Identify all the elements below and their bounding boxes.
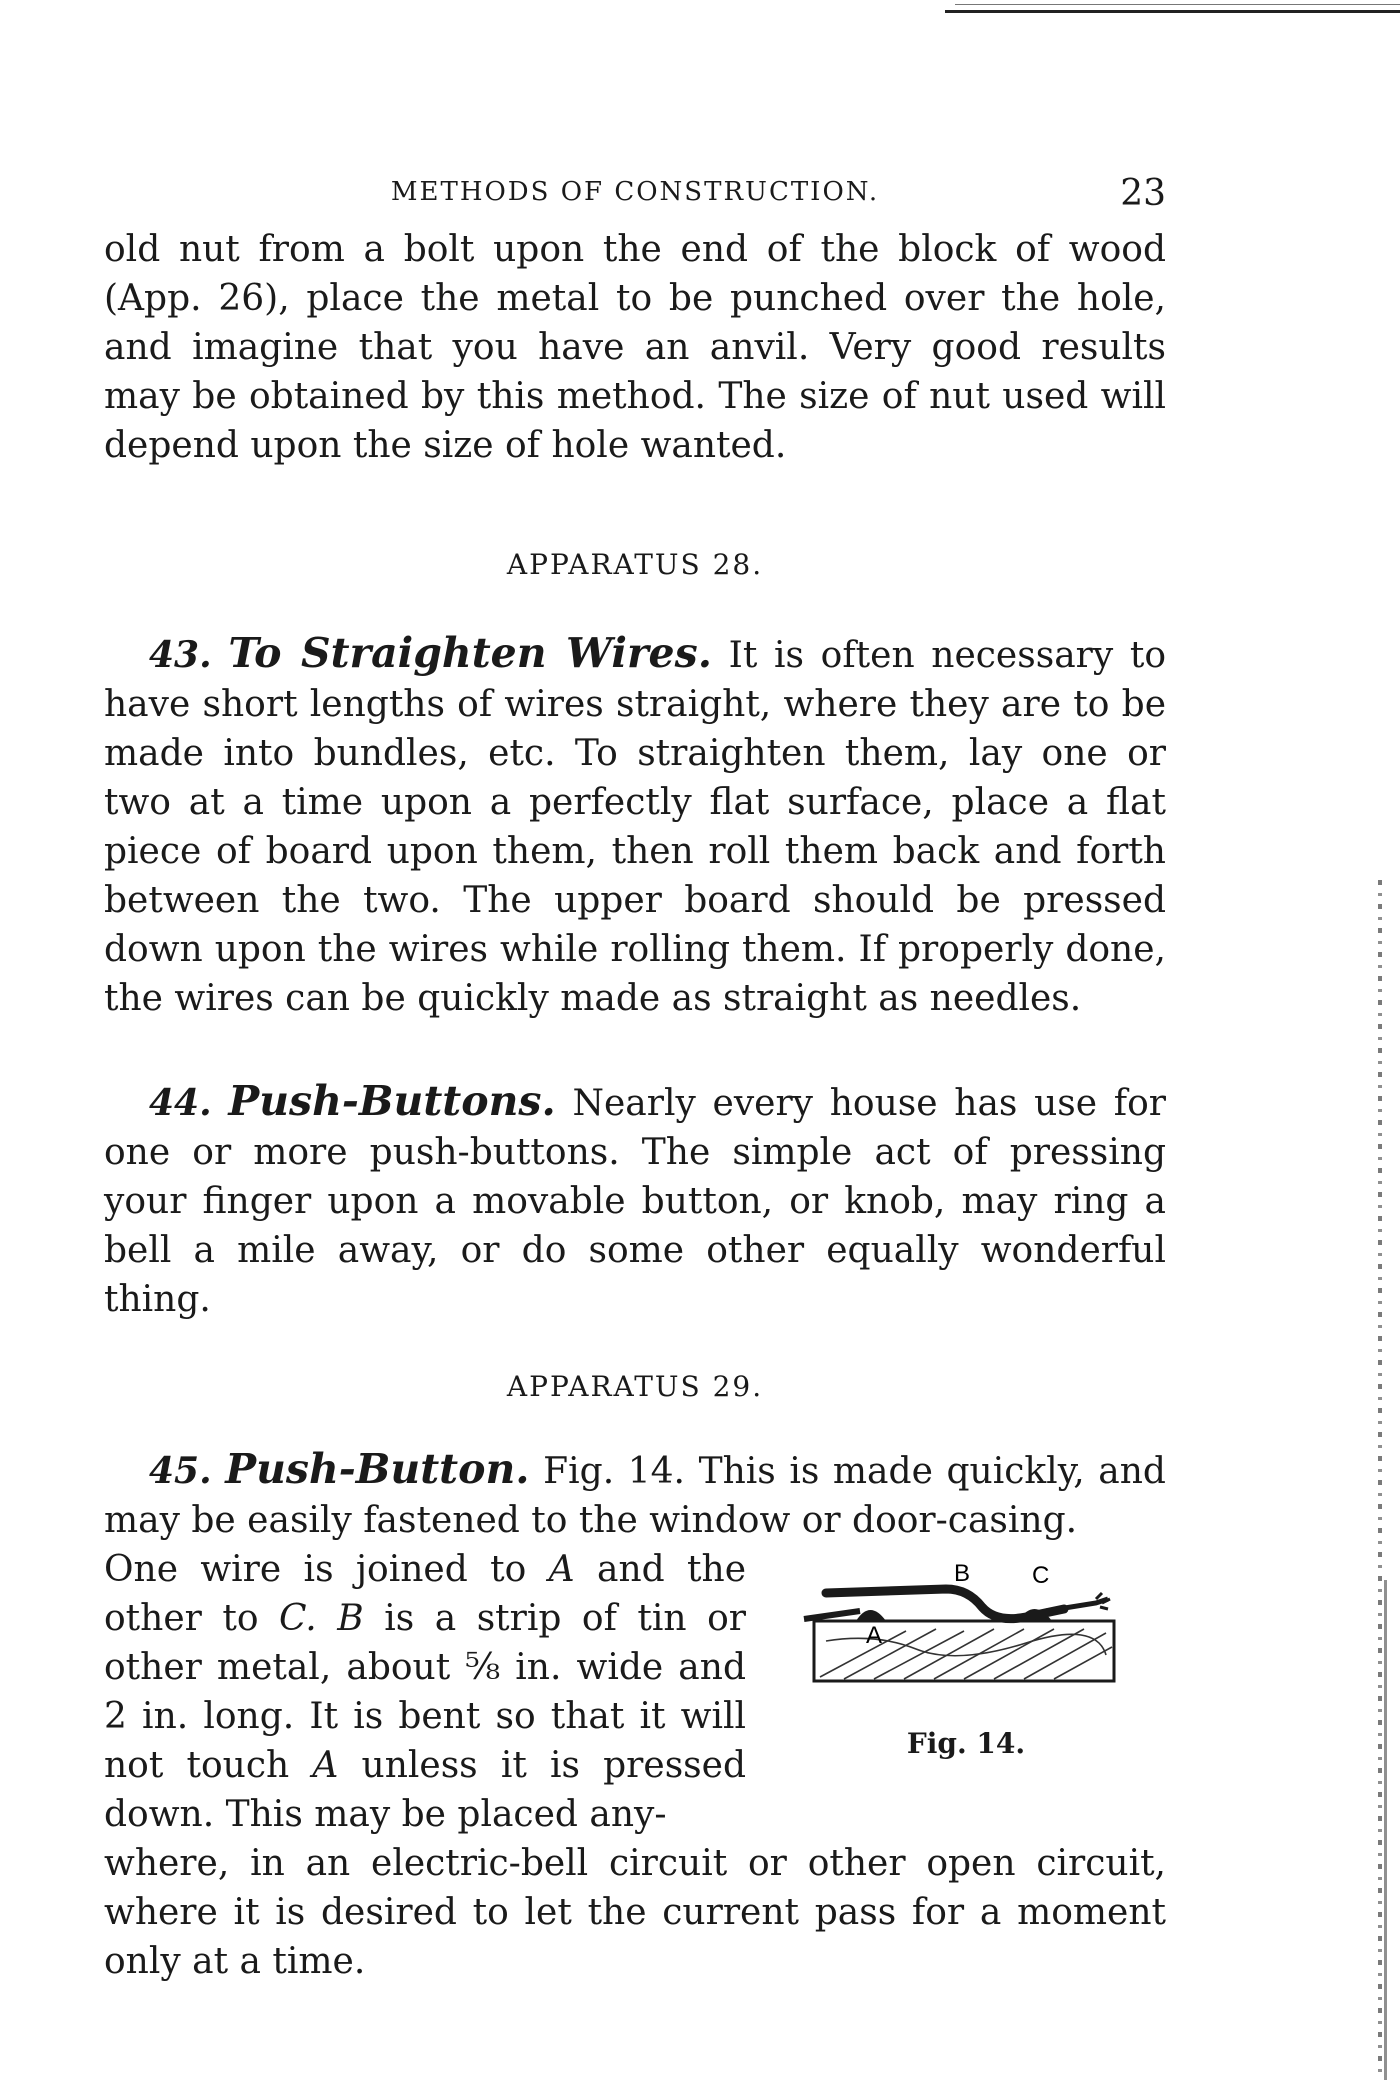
screw-a — [856, 1610, 886, 1621]
section-45-title: Push-Button. — [225, 1445, 530, 1493]
wood-block — [814, 1621, 1114, 1681]
section-45-intro-text: Fig. 14. This is made quickly, and may be easily fastened to the window or door-casing. — [104, 1451, 1166, 1541]
wire-to-a — [804, 1611, 860, 1619]
section-45-intro — [104, 1445, 1166, 1545]
section-45-continuation: where, in an electric-bell circuit or other open circuit, where it is desired to let the current pass for a moment only at a time. — [104, 1843, 1166, 1982]
intro-paragraph: old nut from a bolt upon the end of the block of wood (App. 26), place the metal to be punched over the hole, and imagine that you have an anvil. Very good results may be obtained by this method. The size of nut used will depend upon the size of hole wanted. — [104, 229, 1166, 466]
section-43-title: To Straighten Wires. — [228, 629, 712, 677]
label-c: C — [1032, 1562, 1050, 1589]
variable-b: B — [337, 1598, 364, 1639]
wrapped-text-4: is a strip of tin or other metal, about ⅝ in. wide and 2 in. long. It is bent so that it will not touch — [104, 1598, 746, 1786]
book-page — [104, 165, 1166, 1986]
variable-a-2: A — [312, 1745, 339, 1786]
label-a: A — [866, 1622, 883, 1649]
section-44-number: 44. — [149, 1082, 212, 1124]
variable-c: C. — [279, 1598, 317, 1639]
wrapped-text-5: unless it is pressed down. This may be placed any- — [104, 1745, 746, 1835]
wrapped-text-2: and the other to — [104, 1549, 746, 1639]
variable-a: A — [548, 1549, 575, 1590]
wrapped-text-3 — [317, 1598, 338, 1639]
section-44-paragraph — [104, 1077, 1166, 1324]
section-43-number: 43. — [149, 634, 212, 676]
label-b: B — [954, 1560, 971, 1587]
push-button-illustration — [796, 1559, 1136, 1689]
wire-from-c — [1046, 1599, 1108, 1611]
figure-wrap-block — [104, 1545, 1166, 1839]
figure-14-caption: Fig. 14. — [906, 1727, 1026, 1760]
figure-wrapped-text — [104, 1545, 746, 1839]
running-title: METHODS OF CONSTRUCTION. — [390, 177, 880, 207]
page-edge-line-thin — [955, 4, 1400, 5]
running-head — [104, 165, 1166, 225]
figure-14 — [766, 1559, 1166, 1760]
binding-edge-shadow — [1384, 1580, 1387, 2080]
section-44-title: Push-Buttons. — [228, 1077, 556, 1125]
section-43-paragraph — [104, 629, 1166, 1023]
apparatus-29-heading: APPARATUS 29. — [506, 1370, 764, 1403]
section-45-wrapped-paragraph — [104, 1545, 746, 1839]
wrapped-text-1: One wire is joined to — [104, 1549, 549, 1590]
section-43-body: It is often necessary to have short lengths of wires straight, where they are to be made into bundles, etc. To straighten them, lay one or two at a time upon a perfectly flat surface, place a flat piece of board upon them, then roll them back and forth between the two. The upper board should be pressed down upon the wires while rolling them. If properly done, the wires can be quickly made as straight as needles. — [104, 635, 1166, 1019]
apparatus-28-heading: APPARATUS 28. — [506, 548, 764, 581]
page-edge-line — [945, 10, 1400, 13]
binding-edge-marks — [1378, 880, 1382, 2080]
section-45-number: 45. — [149, 1450, 212, 1492]
page-number: 23 — [1120, 173, 1166, 214]
wood-grain-lines — [820, 1629, 1112, 1679]
section-44-body: Nearly every house has use for one or more push-buttons. The simple act of pressing your finger upon a movable button, or knob, may ring a bell a mile away, or do some other equally wonderful thing. — [104, 1083, 1166, 1320]
